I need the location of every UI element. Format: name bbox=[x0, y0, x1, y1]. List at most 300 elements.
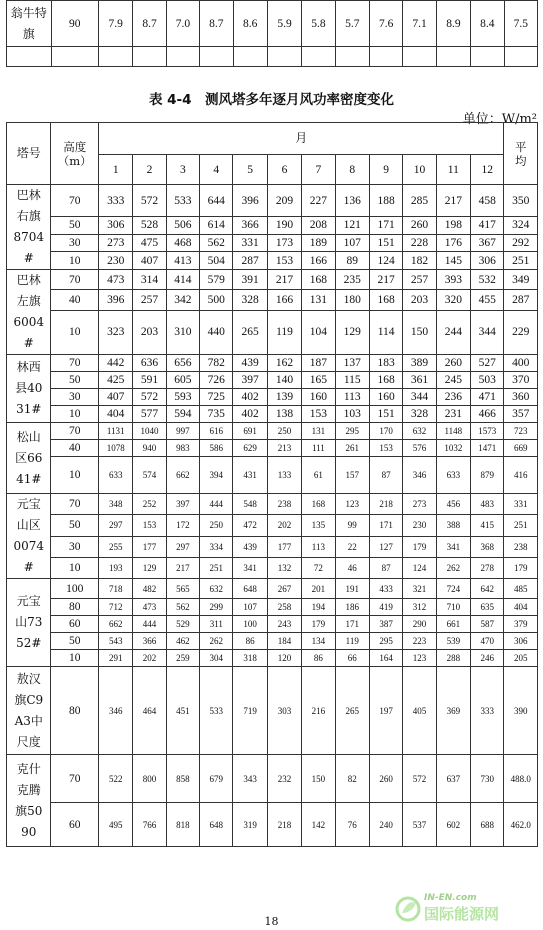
value-cell: 177 bbox=[267, 536, 301, 557]
value-cell: 168 bbox=[369, 372, 402, 389]
value-cell: 278 bbox=[471, 557, 504, 578]
height-cell: 30 bbox=[51, 234, 99, 252]
value-cell: 232 bbox=[267, 755, 301, 803]
value-cell: 404 bbox=[99, 406, 133, 423]
average-cell: 306 bbox=[504, 633, 538, 650]
value-cell: 464 bbox=[133, 667, 166, 755]
value-cell: 288 bbox=[436, 650, 470, 667]
value-cell: 7.5 bbox=[504, 1, 537, 47]
value-cell: 312 bbox=[403, 599, 436, 616]
table-row bbox=[7, 389, 538, 406]
value-cell: 285 bbox=[403, 185, 436, 217]
height-cell: 50 bbox=[51, 217, 99, 235]
value-cell: 295 bbox=[369, 633, 402, 650]
value-cell: 203 bbox=[133, 310, 166, 354]
value-cell: 361 bbox=[403, 372, 436, 389]
height-cell: 90 bbox=[51, 1, 99, 47]
table-row bbox=[7, 515, 538, 536]
value-cell: 543 bbox=[99, 633, 133, 650]
table-row bbox=[7, 252, 538, 270]
value-cell: 629 bbox=[233, 440, 267, 457]
average-cell: 723 bbox=[504, 423, 538, 440]
value-cell: 725 bbox=[200, 389, 233, 406]
average-cell: 179 bbox=[504, 557, 538, 578]
value-cell: 8.7 bbox=[133, 1, 166, 47]
value-cell: 218 bbox=[267, 803, 301, 847]
value-cell: 201 bbox=[302, 579, 335, 599]
value-cell: 168 bbox=[302, 270, 335, 290]
value-cell: 587 bbox=[471, 616, 504, 633]
value-cell: 466 bbox=[471, 406, 504, 423]
value-cell: 311 bbox=[200, 616, 233, 633]
station-name-cell: 敖汉旗C9A3中尺度 bbox=[7, 667, 51, 755]
value-cell: 172 bbox=[166, 515, 199, 536]
value-cell: 591 bbox=[133, 372, 166, 389]
header-station: 塔号 bbox=[7, 123, 51, 185]
value-cell: 82 bbox=[335, 755, 369, 803]
height-cell: 40 bbox=[51, 440, 99, 457]
header-average: 平均 bbox=[504, 123, 538, 185]
value-cell: 189 bbox=[302, 234, 335, 252]
value-cell: 314 bbox=[133, 270, 166, 290]
value-cell: 198 bbox=[436, 217, 470, 235]
value-cell: 171 bbox=[369, 515, 402, 536]
value-cell: 257 bbox=[403, 270, 436, 290]
value-cell: 246 bbox=[471, 650, 504, 667]
value-cell: 433 bbox=[369, 579, 402, 599]
value-cell: 160 bbox=[302, 389, 335, 406]
value-cell: 632 bbox=[200, 579, 233, 599]
value-cell: 472 bbox=[233, 515, 267, 536]
value-cell: 527 bbox=[471, 355, 504, 372]
header-month-10: 10 bbox=[403, 155, 436, 185]
value-cell: 333 bbox=[471, 667, 504, 755]
value-cell: 267 bbox=[267, 579, 301, 599]
value-cell: 456 bbox=[436, 494, 470, 515]
value-cell: 367 bbox=[471, 234, 504, 252]
value-cell: 455 bbox=[471, 290, 504, 310]
table-row bbox=[7, 616, 538, 633]
value-cell: 724 bbox=[436, 579, 470, 599]
value-cell: 273 bbox=[403, 494, 436, 515]
header-month-7: 7 bbox=[302, 155, 335, 185]
wind-power-density-table bbox=[6, 122, 538, 847]
value-cell: 616 bbox=[200, 423, 233, 440]
value-cell: 393 bbox=[436, 270, 470, 290]
value-cell: 394 bbox=[200, 457, 233, 494]
value-cell: 328 bbox=[233, 290, 267, 310]
value-cell: 7.9 bbox=[99, 1, 133, 47]
unit-label: 单位：W/m² bbox=[462, 112, 537, 127]
value-cell: 719 bbox=[233, 667, 267, 755]
height-cell: 60 bbox=[51, 803, 99, 847]
value-cell: 262 bbox=[436, 557, 470, 578]
value-cell: 151 bbox=[369, 234, 402, 252]
value-cell: 171 bbox=[335, 616, 369, 633]
value-cell: 7.1 bbox=[403, 1, 436, 47]
value-cell: 173 bbox=[267, 234, 301, 252]
value-cell: 217 bbox=[267, 270, 301, 290]
value-cell: 107 bbox=[335, 234, 369, 252]
value-cell: 1471 bbox=[471, 440, 504, 457]
table-row bbox=[7, 803, 538, 847]
value-cell: 656 bbox=[166, 355, 199, 372]
value-cell: 341 bbox=[233, 557, 267, 578]
average-cell: 488.0 bbox=[504, 755, 538, 803]
average-cell: 485 bbox=[504, 579, 538, 599]
value-cell: 150 bbox=[403, 310, 436, 354]
value-cell: 238 bbox=[267, 494, 301, 515]
value-cell: 368 bbox=[471, 536, 504, 557]
value-cell: 726 bbox=[200, 372, 233, 389]
value-cell: 273 bbox=[99, 234, 133, 252]
average-cell: 462.0 bbox=[504, 803, 538, 847]
average-cell: 238 bbox=[504, 536, 538, 557]
value-cell: 342 bbox=[166, 290, 199, 310]
value-cell: 506 bbox=[166, 217, 199, 235]
value-cell: 320 bbox=[436, 290, 470, 310]
value-cell: 440 bbox=[200, 310, 233, 354]
value-cell: 260 bbox=[369, 755, 402, 803]
table-row bbox=[7, 47, 538, 67]
value-cell: 562 bbox=[166, 599, 199, 616]
average-cell: 331 bbox=[504, 494, 538, 515]
value-cell: 529 bbox=[166, 616, 199, 633]
value-cell: 439 bbox=[233, 536, 267, 557]
average-cell: 416 bbox=[504, 457, 538, 494]
average-cell: 350 bbox=[504, 185, 538, 217]
value-cell: 7.0 bbox=[166, 1, 199, 47]
value-cell: 166 bbox=[267, 290, 301, 310]
table-row bbox=[7, 290, 538, 310]
value-cell: 414 bbox=[166, 270, 199, 290]
value-cell: 730 bbox=[471, 755, 504, 803]
average-cell: 400 bbox=[504, 355, 538, 372]
value-cell: 533 bbox=[200, 667, 233, 755]
height-cell: 70 bbox=[51, 423, 99, 440]
height-cell: 50 bbox=[51, 633, 99, 650]
value-cell: 193 bbox=[99, 557, 133, 578]
value-cell: 202 bbox=[267, 515, 301, 536]
value-cell: 632 bbox=[403, 423, 436, 440]
value-cell: 462 bbox=[166, 633, 199, 650]
value-cell: 89 bbox=[335, 252, 369, 270]
value-cell: 291 bbox=[99, 650, 133, 667]
height-cell: 10 bbox=[51, 406, 99, 423]
value-cell: 133 bbox=[267, 457, 301, 494]
average-cell: 669 bbox=[504, 440, 538, 457]
value-cell: 228 bbox=[403, 234, 436, 252]
value-cell: 188 bbox=[369, 185, 402, 217]
value-cell: 818 bbox=[166, 803, 199, 847]
value-cell: 260 bbox=[436, 355, 470, 372]
average-cell: 251 bbox=[504, 252, 538, 270]
table-row bbox=[7, 310, 538, 354]
value-cell: 230 bbox=[403, 515, 436, 536]
average-cell: 370 bbox=[504, 372, 538, 389]
value-cell: 218 bbox=[369, 494, 402, 515]
height-cell: 70 bbox=[51, 494, 99, 515]
value-cell: 22 bbox=[335, 536, 369, 557]
value-cell: 997 bbox=[166, 423, 199, 440]
height-cell: 70 bbox=[51, 355, 99, 372]
value-cell: 170 bbox=[369, 423, 402, 440]
table-row bbox=[7, 667, 538, 755]
value-cell: 209 bbox=[267, 185, 301, 217]
value-cell: 168 bbox=[302, 494, 335, 515]
value-cell: 636 bbox=[133, 355, 166, 372]
value-cell: 528 bbox=[133, 217, 166, 235]
value-cell: 1078 bbox=[99, 440, 133, 457]
value-cell: 180 bbox=[335, 290, 369, 310]
value-cell: 533 bbox=[166, 185, 199, 217]
table-row bbox=[7, 536, 538, 557]
average-cell: 379 bbox=[504, 616, 538, 633]
value-cell: 259 bbox=[166, 650, 199, 667]
value-cell: 1573 bbox=[471, 423, 504, 440]
value-cell: 468 bbox=[166, 234, 199, 252]
value-cell: 413 bbox=[166, 252, 199, 270]
value-cell: 119 bbox=[267, 310, 301, 354]
value-cell: 255 bbox=[99, 536, 133, 557]
value-cell: 139 bbox=[267, 389, 301, 406]
value-cell: 318 bbox=[233, 650, 267, 667]
value-cell: 323 bbox=[99, 310, 133, 354]
value-cell: 879 bbox=[471, 457, 504, 494]
height-cell: 80 bbox=[51, 599, 99, 616]
value-cell: 688 bbox=[471, 803, 504, 847]
value-cell: 202 bbox=[133, 650, 166, 667]
value-cell: 145 bbox=[436, 252, 470, 270]
value-cell: 150 bbox=[302, 755, 335, 803]
value-cell: 321 bbox=[403, 579, 436, 599]
average-cell: 360 bbox=[504, 389, 538, 406]
value-cell: 182 bbox=[403, 252, 436, 270]
value-cell: 439 bbox=[233, 355, 267, 372]
average-cell: 324 bbox=[504, 217, 538, 235]
value-cell: 369 bbox=[436, 667, 470, 755]
value-cell: 306 bbox=[99, 217, 133, 235]
value-cell: 397 bbox=[233, 372, 267, 389]
value-cell: 473 bbox=[133, 599, 166, 616]
value-cell: 297 bbox=[99, 515, 133, 536]
value-cell: 473 bbox=[99, 270, 133, 290]
value-cell: 131 bbox=[302, 423, 335, 440]
value-cell: 495 bbox=[99, 803, 133, 847]
value-cell: 572 bbox=[133, 185, 166, 217]
watermark-domain: IN-EN.com bbox=[424, 893, 477, 903]
station-name-cell: 元宝山7352# bbox=[7, 579, 51, 667]
value-cell: 858 bbox=[166, 755, 199, 803]
value-cell: 297 bbox=[166, 536, 199, 557]
header-height: 高度（m） bbox=[51, 123, 99, 185]
header-month-5: 5 bbox=[233, 155, 267, 185]
value-cell: 244 bbox=[436, 310, 470, 354]
table-row bbox=[7, 440, 538, 457]
value-cell: 258 bbox=[267, 599, 301, 616]
value-cell: 103 bbox=[335, 406, 369, 423]
value-cell: 407 bbox=[99, 389, 133, 406]
height-cell: 70 bbox=[51, 755, 99, 803]
value-cell: 131 bbox=[302, 290, 335, 310]
value-cell: 402 bbox=[233, 406, 267, 423]
value-cell: 252 bbox=[133, 494, 166, 515]
value-cell: 8.7 bbox=[200, 1, 233, 47]
height-cell: 70 bbox=[51, 270, 99, 290]
table-row bbox=[7, 755, 538, 803]
value-cell: 7.6 bbox=[370, 1, 403, 47]
value-cell: 250 bbox=[200, 515, 233, 536]
value-cell: 8.6 bbox=[233, 1, 267, 47]
value-cell: 187 bbox=[302, 355, 335, 372]
value-cell: 177 bbox=[133, 536, 166, 557]
value-cell: 442 bbox=[99, 355, 133, 372]
value-cell: 642 bbox=[471, 579, 504, 599]
value-cell: 124 bbox=[369, 252, 402, 270]
average-cell: 292 bbox=[504, 234, 538, 252]
value-cell: 388 bbox=[436, 515, 470, 536]
leaf-logo-icon bbox=[394, 895, 422, 923]
value-cell: 61 bbox=[302, 457, 335, 494]
value-cell: 574 bbox=[133, 457, 166, 494]
value-cell: 111 bbox=[302, 440, 335, 457]
value-cell: 562 bbox=[200, 234, 233, 252]
value-cell: 504 bbox=[200, 252, 233, 270]
value-cell: 265 bbox=[233, 310, 267, 354]
average-cell: 349 bbox=[504, 270, 538, 290]
value-cell: 366 bbox=[133, 633, 166, 650]
value-cell: 230 bbox=[99, 252, 133, 270]
height-cell: 10 bbox=[51, 252, 99, 270]
value-cell: 176 bbox=[436, 234, 470, 252]
value-cell: 648 bbox=[233, 579, 267, 599]
value-cell: 572 bbox=[133, 389, 166, 406]
value-cell: 548 bbox=[233, 494, 267, 515]
value-cell: 191 bbox=[335, 579, 369, 599]
value-cell: 153 bbox=[302, 406, 335, 423]
value-cell: 265 bbox=[335, 667, 369, 755]
header-month-1: 1 bbox=[99, 155, 133, 185]
value-cell: 262 bbox=[200, 633, 233, 650]
table-row bbox=[7, 650, 538, 667]
value-cell: 306 bbox=[471, 252, 504, 270]
value-cell: 179 bbox=[302, 616, 335, 633]
value-cell: 310 bbox=[166, 310, 199, 354]
height-cell: 10 bbox=[51, 457, 99, 494]
value-cell: 444 bbox=[133, 616, 166, 633]
value-cell: 129 bbox=[335, 310, 369, 354]
table-row bbox=[7, 494, 538, 515]
value-cell: 691 bbox=[233, 423, 267, 440]
value-cell: 594 bbox=[166, 406, 199, 423]
value-cell: 216 bbox=[302, 667, 335, 755]
value-cell: 123 bbox=[335, 494, 369, 515]
height-cell: 100 bbox=[51, 579, 99, 599]
value-cell: 250 bbox=[267, 423, 301, 440]
value-cell: 120 bbox=[267, 650, 301, 667]
value-cell: 712 bbox=[99, 599, 133, 616]
value-cell: 539 bbox=[436, 633, 470, 650]
value-cell: 662 bbox=[166, 457, 199, 494]
value-cell: 153 bbox=[369, 440, 402, 457]
table-row bbox=[7, 579, 538, 599]
value-cell: 194 bbox=[302, 599, 335, 616]
value-cell: 5.7 bbox=[335, 1, 369, 47]
height-cell: 80 bbox=[51, 667, 99, 755]
value-cell: 983 bbox=[166, 440, 199, 457]
height-cell: 60 bbox=[51, 616, 99, 633]
value-cell: 235 bbox=[335, 270, 369, 290]
value-cell: 165 bbox=[302, 372, 335, 389]
value-cell: 86 bbox=[233, 633, 267, 650]
value-cell: 100 bbox=[233, 616, 267, 633]
table-row bbox=[7, 1, 538, 47]
value-cell: 397 bbox=[166, 494, 199, 515]
header-month-11: 11 bbox=[436, 155, 470, 185]
header-month-9: 9 bbox=[369, 155, 402, 185]
value-cell: 602 bbox=[436, 803, 470, 847]
height-cell: 50 bbox=[51, 515, 99, 536]
value-cell: 475 bbox=[133, 234, 166, 252]
table-row bbox=[7, 372, 538, 389]
value-cell: 160 bbox=[369, 389, 402, 406]
value-cell: 661 bbox=[436, 616, 470, 633]
value-cell: 137 bbox=[335, 355, 369, 372]
value-cell: 346 bbox=[403, 457, 436, 494]
value-cell: 396 bbox=[233, 185, 267, 217]
value-cell: 303 bbox=[267, 667, 301, 755]
height-cell: 10 bbox=[51, 557, 99, 578]
value-cell: 251 bbox=[200, 557, 233, 578]
value-cell: 344 bbox=[403, 389, 436, 406]
value-cell: 482 bbox=[133, 579, 166, 599]
value-cell: 66 bbox=[335, 650, 369, 667]
table-row bbox=[7, 633, 538, 650]
value-cell: 391 bbox=[233, 270, 267, 290]
value-cell: 213 bbox=[267, 440, 301, 457]
value-cell: 565 bbox=[166, 579, 199, 599]
value-cell: 500 bbox=[200, 290, 233, 310]
value-cell: 107 bbox=[233, 599, 267, 616]
value-cell: 99 bbox=[335, 515, 369, 536]
value-cell: 635 bbox=[471, 599, 504, 616]
value-cell: 134 bbox=[302, 633, 335, 650]
value-cell: 136 bbox=[335, 185, 369, 217]
height-cell: 10 bbox=[51, 650, 99, 667]
table-row bbox=[7, 185, 538, 217]
value-cell: 87 bbox=[369, 557, 402, 578]
value-cell: 114 bbox=[369, 310, 402, 354]
value-cell: 240 bbox=[369, 803, 402, 847]
header-month-3: 3 bbox=[166, 155, 199, 185]
value-cell: 503 bbox=[471, 372, 504, 389]
height-cell: 30 bbox=[51, 536, 99, 557]
value-cell: 223 bbox=[403, 633, 436, 650]
table-row bbox=[7, 355, 538, 372]
value-cell: 1131 bbox=[99, 423, 133, 440]
value-cell: 183 bbox=[369, 355, 402, 372]
value-cell: 415 bbox=[471, 515, 504, 536]
value-cell: 366 bbox=[233, 217, 267, 235]
value-cell: 1040 bbox=[133, 423, 166, 440]
value-cell: 227 bbox=[302, 185, 335, 217]
value-cell: 257 bbox=[133, 290, 166, 310]
table-row bbox=[7, 599, 538, 616]
value-cell: 190 bbox=[267, 217, 301, 235]
value-cell: 208 bbox=[302, 217, 335, 235]
value-cell: 679 bbox=[200, 755, 233, 803]
value-cell: 333 bbox=[99, 185, 133, 217]
